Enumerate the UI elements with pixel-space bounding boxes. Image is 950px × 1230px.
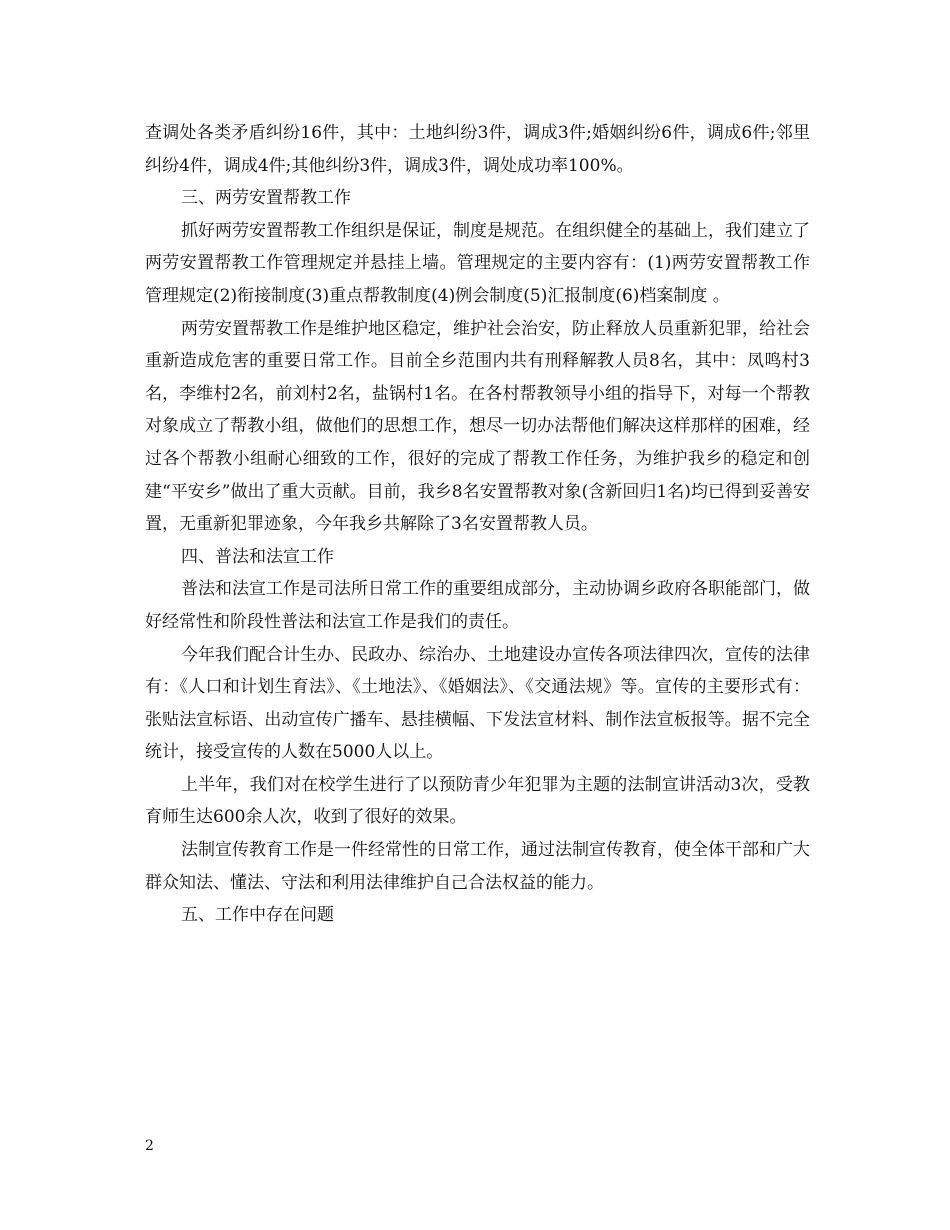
section-heading-legal-publicity: 四、普法和法宣工作 <box>181 546 334 567</box>
paragraph-legal-publicity-campaigns: 今年我们配合计生办、民政办、综治办、土地建设办宣传各项法律四次，宣传的法律有：《人口和计划生育法》、《土地法》、《婚姻法》、《交通法规》等。宣传的主要形式有：张贴法宣标语、出动宣传广播车、悬挂横幅、下发法宣材料、制作法宣板报等。据不完全统计，接受宣传的人数在5000人以上。 <box>145 644 810 763</box>
paragraph-resettlement-rules: 抓好两劳安置帮教工作组织是保证，制度是规范。在组织健全的基础上，我们建立了两劳安置帮教工作管理规定并悬挂上墙。管理规定的主要内容有：(1)两劳安置帮教工作管理规定(2)衔接制度(3)重点帮教制度(4)例会制度(5)汇报制度(6)档案制度 。 <box>145 220 810 306</box>
paragraph-legal-publicity-intro: 普法和法宣工作是司法所日常工作的重要组成部分，主动协调乡政府各职能部门，做好经常性和阶段性普法和法宣工作是我们的责任。 <box>145 579 810 632</box>
paragraph-student-education: 上半年，我们对在校学生进行了以预防青少年犯罪为主题的法制宣讲活动3次，受教育师生达600余人次，收到了很好的效果。 <box>145 774 810 828</box>
paragraph-dispute-stats: 查调处各类矛盾纠纷16件，其中：土地纠纷3件，调成3件;婚姻纠纷6件，调成6件;邻里纠纷4件，调成4件;其他纠纷3件，调成3件，调处成功率100%。 <box>145 123 810 176</box>
document-body <box>145 117 810 932</box>
paragraph-resettlement-work: 两劳安置帮教工作是维护地区稳定，维护社会治安，防止释放人员重新犯罪，给社会重新造成危害的重要日常工作。目前全乡范围内共有刑释解教人员8名，其中：凤鸣村3名，李维村2名，前刘村2名，盐锅村1名。在各村帮教领导小组的指导下，对每一个帮教对象成立了帮教小组，做他们的思想工作，想尽一切办法帮他们解决这样那样的困难，经过各个帮教小组耐心细致的工作，很好的完成了帮教工作任务，为维护我乡的稳定和创建“平安乡”做出了重大贡献。目前，我乡8名安置帮教对象(含新回归1名)均已得到妥善安置，无重新犯罪迹象，今年我乡共解除了3名安置帮教人员。 <box>145 318 810 535</box>
section-heading-resettlement: 三、两劳安置帮教工作 <box>181 188 351 209</box>
section-heading-problems: 五、工作中存在问题 <box>181 905 334 926</box>
paragraph-legal-education-summary: 法制宣传教育工作是一件经常性的日常工作，通过法制宣传教育，使全体干部和广大群众知法、懂法、守法和利用法律维护自己合法权益的能力。 <box>145 840 810 893</box>
page-number: 2 <box>145 1138 154 1154</box>
